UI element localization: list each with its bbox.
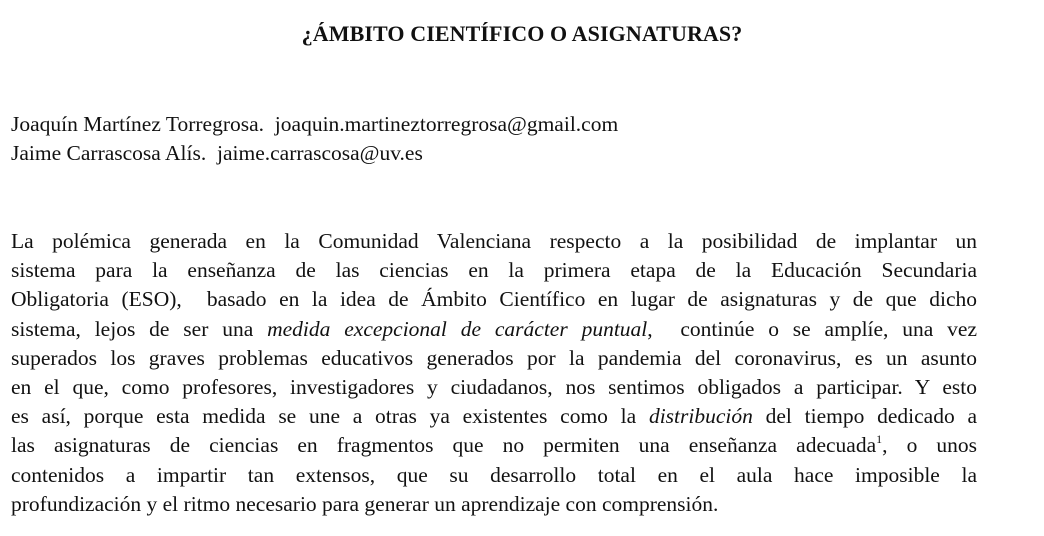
text-run: superados los graves problemas educativos generados por la pandemia del coronavirus, es un asunto: [11, 345, 977, 370]
author-email: joaquin.martineztorregrosa@gmail.com: [274, 112, 619, 136]
paragraph-line: [11, 431, 977, 460]
paragraph-line: [11, 490, 977, 519]
author-email: jaime.carrascosa@uv.es: [217, 141, 423, 165]
text-run: profundización y el ritmo necesario para generar un aprendizaje con comprensión.: [11, 491, 719, 516]
text-run: en el que, como profesores, investigadores y ciudadanos, nos sentimos obligados a participar. Y esto: [11, 375, 977, 400]
text-run: Obligatoria (ESO), basado en la idea de Ámbito Científico en lugar de asignaturas y de que dicho: [11, 287, 977, 312]
authors-block: [11, 110, 618, 168]
text-run: las asignaturas de ciencias en fragmentos que no permiten una enseñanza adecuada: [11, 433, 877, 458]
paragraph-line: [11, 402, 977, 431]
author-line: [11, 110, 618, 139]
text-run: sistema, lejos de ser una: [11, 316, 268, 341]
body-paragraph: [11, 227, 977, 519]
document-title: ¿ÁMBITO CIENTÍFICO O ASIGNATURAS?: [301, 21, 743, 46]
paragraph-line: [11, 461, 977, 490]
italic-text: medida excepcional de carácter puntual: [267, 316, 648, 341]
author-name: Jaime Carrascosa Alís.: [11, 141, 207, 165]
paragraph-line: [11, 227, 977, 256]
paragraph-line: [11, 285, 977, 314]
text-run: , o unos: [882, 433, 977, 458]
author-name: Joaquín Martínez Torregrosa.: [11, 112, 265, 136]
author-line: [11, 139, 618, 168]
text-run: es así, porque esta medida se une a otras ya existentes como la: [11, 404, 649, 429]
text-run: del tiempo dedicado a: [752, 404, 977, 429]
paragraph-line: [11, 315, 977, 344]
text-run: sistema para la enseñanza de las ciencias en la primera etapa de la Educación Secundaria: [11, 258, 977, 283]
paragraph-line: [11, 373, 977, 402]
text-run: La polémica generada en la Comunidad Valenciana respecto a la posibilidad de implantar un: [11, 229, 977, 253]
text-run: , continúe o se amplíe, una vez: [647, 316, 977, 341]
footnote-marker: 1: [876, 432, 883, 447]
paragraph-line: [11, 344, 977, 373]
paragraph-line: [11, 256, 977, 285]
italic-text: distribución: [648, 404, 753, 429]
text-run: contenidos a impartir tan extensos, que su desarrollo total en el aula hace imposible la: [11, 462, 977, 487]
